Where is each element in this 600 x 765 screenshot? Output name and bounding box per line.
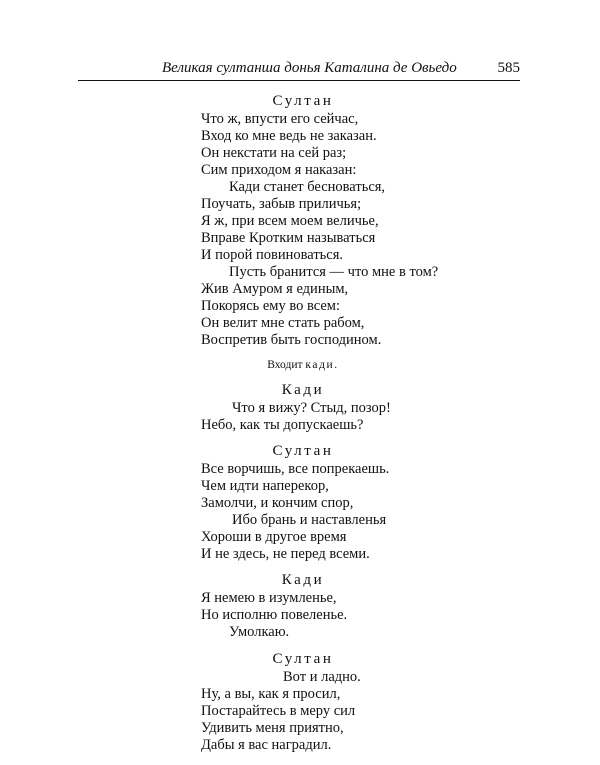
verse-line: Дабы я вас наградил. bbox=[201, 737, 332, 753]
verse-line: Пусть бранится — что мне в том? bbox=[229, 264, 439, 280]
verse-line: Поучать, забыв приличья; bbox=[201, 196, 362, 212]
speaker-name: Султан bbox=[272, 651, 334, 667]
verse-line: Кади станет бесноваться, bbox=[229, 179, 386, 195]
verse-line: Он некстати на сей раз; bbox=[201, 145, 347, 161]
verse-line: Жив Амуром я единым, bbox=[201, 281, 349, 297]
speaker-name: Султан bbox=[272, 93, 334, 109]
stage-direction-character: кади. bbox=[305, 359, 339, 371]
verse-line: Ибо брань и наставленья bbox=[232, 512, 387, 528]
speaker-name: Кади bbox=[281, 382, 325, 398]
verse-line: Вот и ладно. bbox=[283, 669, 361, 685]
speaker-name: Султан bbox=[272, 443, 334, 459]
verse-line: И порой повиноваться. bbox=[201, 247, 344, 263]
verse-line: Что я вижу? Стыд, позор! bbox=[232, 400, 391, 416]
stage-direction-verb: Входит bbox=[267, 359, 303, 371]
verse-line: Ну, а вы, как я просил, bbox=[201, 686, 341, 702]
verse-line: Умолкаю. bbox=[229, 624, 290, 640]
verse-line: Воспретив быть господином. bbox=[201, 332, 382, 348]
verse-line: Но исполню повеленье. bbox=[201, 607, 348, 623]
verse-line: Чем идти наперекор, bbox=[201, 478, 329, 494]
verse-line: Я ж, при всем моем величье, bbox=[201, 213, 379, 229]
verse-line: Удивить меня приятно, bbox=[201, 720, 344, 736]
verse-line: Постарайтесь в меру сил bbox=[201, 703, 356, 719]
verse-line: Я немею в изумленье, bbox=[201, 590, 337, 606]
verse-line: Хороши в другое время bbox=[201, 529, 347, 545]
stage-direction bbox=[0, 358, 600, 372]
verse-line: Небо, как ты допускаешь? bbox=[201, 417, 364, 433]
verse-line: Вход ко мне ведь не заказан. bbox=[201, 128, 377, 144]
verse-line: Покорясь ему во всем: bbox=[201, 298, 340, 314]
verse-line: Он велит мне стать рабом, bbox=[201, 315, 365, 331]
verse-line: Замолчи, и кончим спор, bbox=[201, 495, 354, 511]
verse-line: Что ж, впусти его сейчас, bbox=[201, 111, 359, 127]
page-number: 585 bbox=[497, 60, 520, 76]
speaker-name: Кади bbox=[281, 572, 325, 588]
verse-line: Вправе Кротким называться bbox=[201, 230, 376, 246]
verse-line: Все ворчишь, все попрекаешь. bbox=[201, 461, 390, 477]
verse-line: И не здесь, не перед всеми. bbox=[201, 546, 370, 562]
running-title: Великая султанша донья Каталина де Овьедо bbox=[162, 60, 457, 76]
verse-line: Сим приходом я наказан: bbox=[201, 162, 357, 178]
